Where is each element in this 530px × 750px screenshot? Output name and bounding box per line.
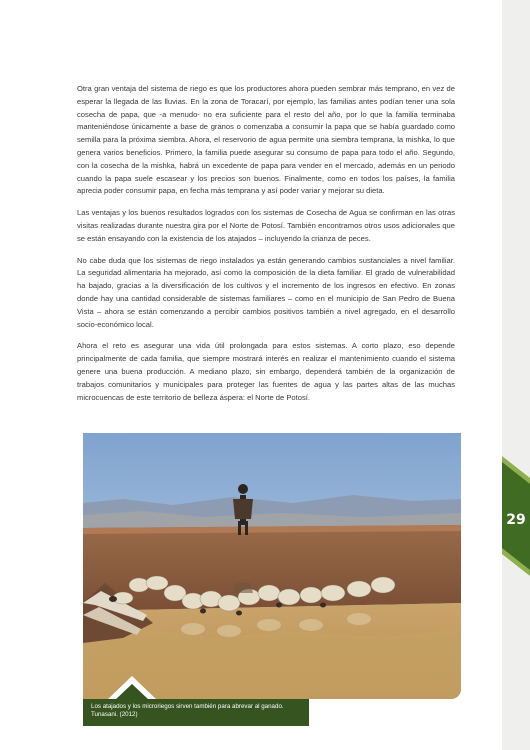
paragraph-1: Otra gran ventaja del sistema de riego es que los productores ahora pueden sembrar más temprano, en vez de esperar la llegada de las lluvias. En la zona de Toracarí, por ejemplo, las familias antes podían tener una sola cosecha de papa, que -a menudo- no era suficiente para el resto del año, por lo que la familia terminaba manteniéndose únicamente a base de granos o comenzaba a consumir la papa que se había guardado como semilla para la próxima siembra. Ahora, el reservorio de agua permite una siembra temprana, la mishka, lo que genera varios beneficios. Primero, la familia puede asegurar su consumo de papa para todo el año. Segundo, con la cosecha de la mishka, habrá un excedente de papa para vender en el mercado, además en un periodo cuando la papa suele escasear y los precios son buenos. Finalmente, como en todos los países, la familia aprecia poder consumir papa, en fecha más temprana y así poder variar y mejorar su dieta.	[77, 84, 455, 196]
page-number: 29	[506, 512, 526, 528]
paragraph-4: Ahora el reto es asegurar una vida útil prolongada para estos sistemas. A corto plazo, eso depende principalmente de cada familia, que siempre mostrará interés en realizar el mantenimiento cuando el sistema genere una buena producción. A mediano plazo, sin embargo, dependerá también de la organización de trabajos comunitarios y municipales para proteger las fuentes de agua y las partes altas de las muchas microcuencas de este territorio de belleza áspera: el Norte de Potosí.	[77, 341, 455, 402]
paragraph-2: Las ventajas y los buenos resultados logrados con los sistemas de Cosecha de Agua se confirman en las otras visitas realizadas durante nuestra gira por el Norte de Potosí. También encontramos otros usos adicionales que se están ensayando con la existencia de los atajados – incluyendo la crianza de peces.	[77, 208, 455, 243]
photo-caption: Los atajados y los microriegos sirven también para abrevar al ganado. Tunasani. (2012)	[91, 703, 284, 719]
paragraph-3: No cabe duda que los sistemas de riego instalados ya están generando cambios sustanciales a nivel familiar. La seguridad alimentaria ha mejorado, así como la composición de la dieta familiar. El grado de vulnerabilidad ha bajado, gracias a la diversificación de los cultivos y el incremento de los ingresos en efectivo. En zonas donde hay una cantidad considerable de sistemas familiares – como en el municipio de San Pedro de Buena Vista – ahora se están comenzando a percibir cambios positivos también a nivel agregado, en el desarrollo socio-económico local.	[77, 255, 455, 329]
side-margin-strip	[502, 0, 530, 750]
photo-sheep-drinking	[83, 433, 461, 699]
caption-notch	[107, 672, 157, 700]
body-text	[77, 83, 455, 413]
